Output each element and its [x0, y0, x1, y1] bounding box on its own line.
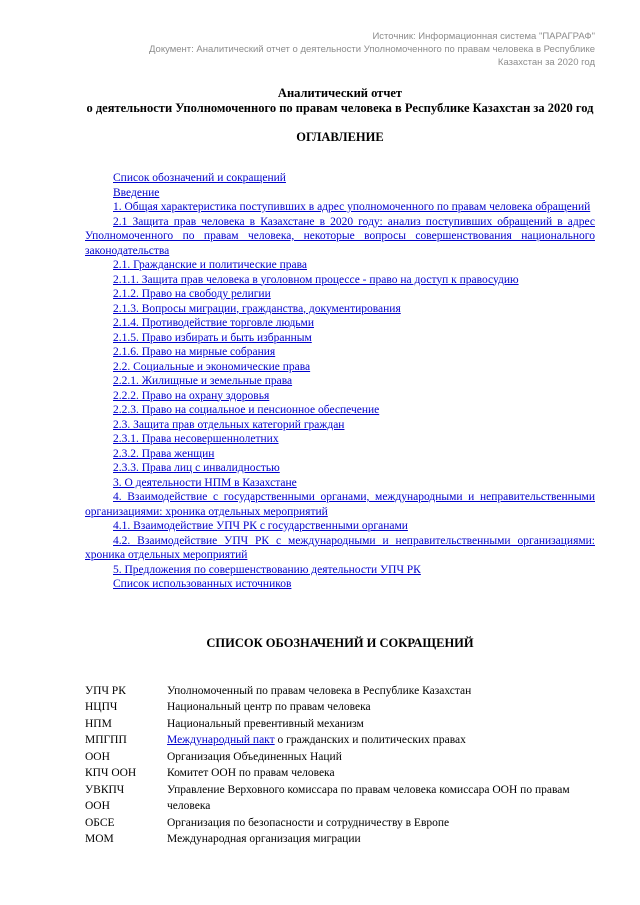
toc-entry: [85, 447, 595, 462]
toc-link[interactable]: 1. Общая характеристика поступивших в адрес уполномоченного по правам человека обращений: [113, 201, 591, 213]
toc-entry: [85, 200, 595, 215]
abbreviation: НПМ: [85, 717, 112, 730]
abbreviation: МОМ: [85, 833, 114, 845]
toc-link[interactable]: 2.1.1. Защита прав человека в уголовном процессе - право на доступ к правосудию: [113, 273, 519, 286]
toc-heading: ОГЛАВЛЕНИЕ: [296, 130, 384, 144]
table-row: [85, 749, 595, 766]
table-of-contents: [85, 171, 595, 592]
document-title-line2: о деятельности Уполномоченного по правам человека в Республике Казахстан за 2020 год: [86, 101, 594, 115]
toc-link[interactable]: 3. О деятельности НПМ в Казахстане: [113, 476, 297, 489]
toc-entry: [85, 345, 595, 360]
document-meta: [143, 30, 595, 69]
definition: [167, 732, 595, 749]
toc-entry: [85, 171, 595, 186]
toc-link[interactable]: 2.3.3. Права лиц с инвалидностью: [113, 462, 280, 474]
toc-link[interactable]: 2.1.4. Противодействие торговле людьми: [113, 317, 314, 329]
definition: Международная организация миграции: [167, 833, 361, 845]
abbreviation: ОБСЕ: [85, 816, 115, 829]
toc-entry: [85, 418, 595, 433]
source-line: Источник: Информационная система "ПАРАГРАФ": [372, 31, 595, 42]
definition: Уполномоченный по правам человека в Республике Казахстан: [167, 684, 472, 697]
toc-link[interactable]: 2.1.5. Право избирать и быть избранным: [113, 331, 312, 344]
toc-entry: [85, 186, 595, 201]
toc-entry: [85, 215, 595, 259]
toc-entry: [85, 403, 595, 418]
abbreviation: КПЧ ООН: [85, 767, 137, 779]
toc-link[interactable]: Введение: [113, 186, 160, 199]
definition: Организация по безопасности и сотрудничеству в Европе: [167, 816, 450, 829]
toc-link[interactable]: 2.1. Гражданские и политические права: [113, 259, 308, 271]
abbreviation: УПЧ РК: [85, 684, 126, 697]
toc-link[interactable]: 4.2. Взаимодействие УПЧ РК с международными и неправительственными организациями: хроника отдельных мероприятий: [85, 534, 595, 561]
toc-link[interactable]: 4.1. Взаимодействие УПЧ РК с государственными органами: [113, 520, 408, 532]
definition: Национальный центр по правам человека: [167, 701, 371, 713]
toc-link[interactable]: Список использованных источников: [113, 578, 292, 590]
table-row: [85, 831, 595, 848]
toc-entry: [85, 534, 595, 563]
toc-entry: [85, 490, 595, 519]
table-row: [85, 716, 595, 733]
toc-entry: [85, 360, 595, 375]
definition: Национальный превентивный механизм: [167, 717, 364, 730]
abbreviations-heading: СПИСОК ОБОЗНАЧЕНИЙ И СОКРАЩЕНИЙ: [206, 635, 474, 650]
table-row: [85, 699, 595, 716]
abbreviations-table: [85, 683, 595, 848]
toc-link[interactable]: 2.2.2. Право на охрану здоровья: [113, 389, 270, 402]
document-title: [85, 86, 595, 116]
definition: Комитет ООН по правам человека: [167, 767, 335, 779]
toc-entry: [85, 273, 595, 288]
toc-link[interactable]: 2.3.1. Права несовершеннолетних: [113, 433, 279, 445]
toc-link[interactable]: 2.3. Защита прав отдельных категорий граждан: [113, 418, 345, 431]
toc-entry: [85, 519, 595, 534]
document-line: Документ: Аналитический отчет о деятельности Уполномоченного по правам человека в Республике Казахстан за 2020 год: [149, 44, 595, 68]
toc-entry: [85, 476, 595, 491]
toc-entry: [85, 374, 595, 389]
toc-entry: [85, 563, 595, 578]
abbreviation: УВКПЧ ООН: [85, 783, 125, 812]
abbreviation: МПГПП: [85, 734, 127, 746]
table-row: [85, 765, 595, 782]
toc-link[interactable]: 2.2. Социальные и экономические права: [113, 360, 311, 373]
toc-entry: [85, 316, 595, 331]
toc-link[interactable]: 5. Предложения по совершенствованию деятельности УПЧ РК: [113, 563, 421, 576]
toc-entry: [85, 302, 595, 317]
toc-link[interactable]: 2.1.2. Право на свободу религии: [113, 288, 271, 300]
table-row: [85, 732, 595, 749]
toc-entry: [85, 258, 595, 273]
toc-link[interactable]: 2.2.1. Жилищные и земельные права: [113, 375, 293, 387]
abbreviation: ООН: [85, 750, 110, 763]
document-title-line1: Аналитический отчет: [277, 86, 403, 100]
toc-link[interactable]: 2.1.6. Право на мирные собрания: [113, 346, 276, 358]
toc-entry: [85, 287, 595, 302]
definition-link[interactable]: Международный пакт: [167, 734, 275, 746]
toc-link[interactable]: 2.1.3. Вопросы миграции, гражданства, документирования: [113, 302, 401, 315]
toc-link[interactable]: 2.2.3. Право на социальное и пенсионное обеспечение: [113, 404, 380, 416]
toc-entry: [85, 389, 595, 404]
table-row: [85, 683, 595, 700]
definition-rest: о гражданских и политических правах: [274, 734, 466, 746]
toc-entry: [85, 331, 595, 346]
toc-entry: [85, 577, 595, 592]
toc-entry: [85, 461, 595, 476]
toc-link[interactable]: 2.3.2. Права женщин: [113, 447, 215, 460]
definition: Управление Верховного комиссара по правам человека комиссара ООН по правам человека: [167, 783, 570, 812]
toc-link[interactable]: 2.1 Защита прав человека в Казахстане в 2020 году: анализ поступивших обращений в адрес Уполномоченного по правам человека, некоторые вопросы совершенствования национального законодательства: [85, 215, 595, 257]
toc-link[interactable]: Список обозначений и сокращений: [113, 172, 286, 184]
table-row: [85, 815, 595, 832]
toc-link[interactable]: 4. Взаимодействие с государственными органами, международными и неправительственными организациями: хроника отдельных мероприятий: [85, 491, 595, 518]
definition: Организация Объединенных Наций: [167, 750, 342, 763]
table-row: [85, 782, 595, 815]
toc-entry: [85, 432, 595, 447]
abbreviation: НЦПЧ: [85, 701, 118, 713]
